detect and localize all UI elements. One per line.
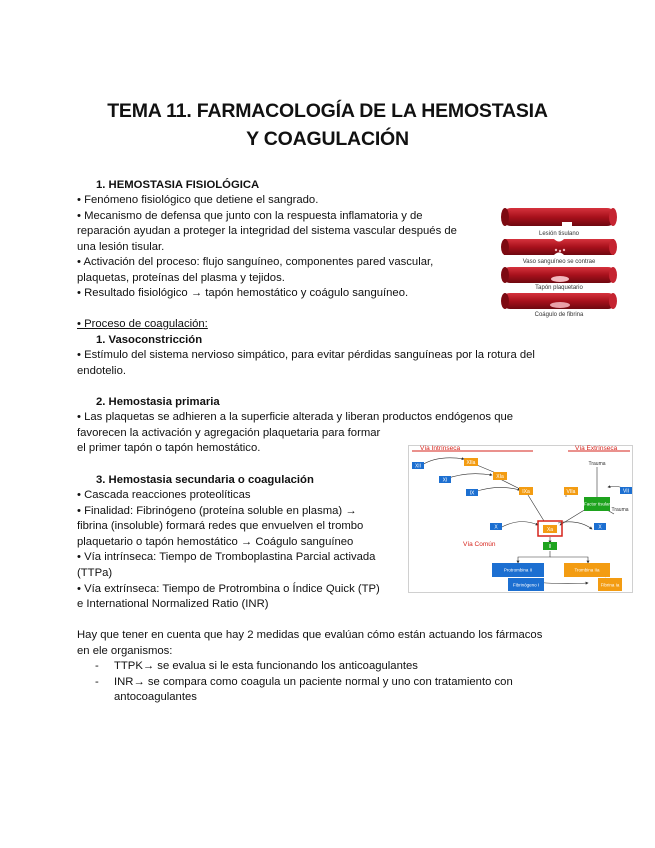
vessel-2 [501,239,617,255]
svg-text:Fibrina Ia: Fibrina Ia [600,582,620,588]
process-heading: • Proceso de coagulación: [77,318,208,330]
prothrombin-box [492,563,544,577]
blood-vessel-figure [500,205,618,320]
svg-text:Trombina IIa: Trombina IIa [574,567,600,573]
factor-xia [493,472,507,480]
paragraph-line: • Las plaquetas se adhieren a la superficie alterada y liberan productos endógenos que [77,411,514,423]
extrinsic-pathway-label: Vía Extrínseca [575,445,618,452]
paragraph-line: • Vía extrínseca: Tiempo de Protrombina o Índice Quick (TP) [77,583,380,595]
list-dash: - [95,676,99,688]
section-heading-hemostasia-fisiologica: 1. HEMOSTASIA FISIOLÓGICA [96,179,260,191]
page-title-line-1: TEMA 11. FARMACOLOGÍA DE LA HEMOSTASIA [107,100,548,122]
vessel-1 [501,208,617,228]
common-pathway-label: Vía Común [463,541,496,548]
factor-x-left [490,523,502,531]
fibrin-box [598,578,622,591]
intrinsic-pathway-label: Vía Intrínseca [420,445,461,452]
paragraph-line: • Vía intrínseca: Tiempo de Tromboplastina Parcial activada [77,551,376,563]
coagulation-cascade-diagram [408,445,633,593]
svg-text:VIIa: VIIa [566,489,576,495]
factor-ii [543,542,557,550]
svg-text:Factor tisular: Factor tisular [583,501,611,507]
step-heading-hemostasia-secundaria: 3. Hemostasia secundaria o coagulación [96,474,314,486]
paragraph-line: reparación ayudan a proteger la integridad del sistema vascular después de [77,225,457,237]
trauma-label-top: Trauma [588,461,606,467]
paragraph-line: • Fenómeno fisiológico que detiene el sangrado. [77,194,319,206]
paragraph-line: fibrina (insoluble) formará redes que envuelven el trombo [77,520,364,532]
paragraph-line: una lesión tisular. [77,241,165,253]
list-item-inr: INR→ se compara como coagula un paciente normal y uno con tratamiento con [114,676,513,688]
svg-text:XII: XII [414,463,422,470]
list-item-ttpk: TTPK→ se evalua si le esta funcionando los anticoagulantes [114,660,418,672]
thrombin-box [564,563,610,577]
paragraph-line: endotelio. [77,365,126,377]
list-item-inr-continuation: antocoagulantes [114,691,197,703]
paragraph-line: • Finalidad: Fibrinógeno (proteína soluble en plasma) → [77,505,357,517]
svg-text:Fibrinógeno I: Fibrinógeno I [512,582,540,588]
paragraph-line: plaquetas, proteínas del plasma y tejidos. [77,272,285,284]
paragraph-line: Hay que tener en cuenta que hay 2 medidas que evalúan cómo están actuando los fármacos [77,629,543,641]
svg-text:Xa: Xa [546,527,554,533]
paragraph-line: • Cascada reacciones proteolíticas [77,489,251,501]
page-title [0,97,655,153]
trauma-label-right: Trauma [611,507,629,513]
svg-text:X: X [494,524,498,531]
tissue-factor [584,497,611,511]
svg-text:VII: VII [622,488,630,495]
svg-text:XIa: XIa [496,474,504,480]
vessel-4 [501,293,617,309]
paragraph-line: • Mecanismo de defensa que junto con la respuesta inflamatoria y de [77,210,423,222]
vessel-caption-2: Vaso sanguíneo se contrae [522,259,596,265]
paragraph-line: favorecen la activación y agregación plaquetaria para formar [77,427,381,439]
step-heading-vasoconstriccion: 1. Vasoconstricción [96,334,203,346]
factor-x-right [594,523,606,531]
paragraph-line: • Activación del proceso: flujo sanguíneo, componentes pared vascular, [77,256,434,268]
factor-vii [620,487,632,495]
paragraph-line: en ele organismos: [77,645,173,657]
step-heading-hemostasia-primaria: 2. Hemostasia primaria [96,396,220,408]
svg-text:IX: IX [469,490,475,497]
factor-ixa [519,487,533,495]
svg-text:II: II [548,544,552,550]
paragraph-line: • Estímulo del sistema nervioso simpático, para evitar pérdidas sanguíneas por la rotura del [77,349,535,361]
page-title-line-2: Y COAGULACIÓN [246,128,409,150]
vessel-3 [501,267,617,283]
paragraph-line: (TTPa) [77,567,113,579]
svg-text:IXa: IXa [522,489,530,495]
svg-text:XI: XI [442,477,448,484]
paragraph-line: • Resultado fisiológico → tapón hemostático y coágulo sanguíneo. [77,287,409,299]
fibrinogen-box [508,578,544,591]
paragraph-line: e International Normalized Ratio (INR) [77,598,269,610]
factor-viia [564,487,578,495]
factor-xii [412,462,424,470]
factor-xi [439,476,451,484]
vessel-caption-3: Tapón plaquetario [535,285,583,291]
svg-text:Protrombina II: Protrombina II [503,567,533,573]
list-dash: - [95,660,99,672]
factor-xiia [464,458,478,466]
factor-ix [466,489,478,497]
paragraph-line: plaquetario o tapón hemostático → Coágulo sanguíneo [77,536,354,548]
svg-text:XIIa: XIIa [466,460,476,466]
paragraph-line: el primer tapón o tapón hemostático. [77,442,261,454]
svg-text:X: X [598,524,602,531]
vessel-caption-4: Coágulo de fibrina [534,312,584,318]
vessel-caption-1: Lesión tisulano [538,231,580,237]
